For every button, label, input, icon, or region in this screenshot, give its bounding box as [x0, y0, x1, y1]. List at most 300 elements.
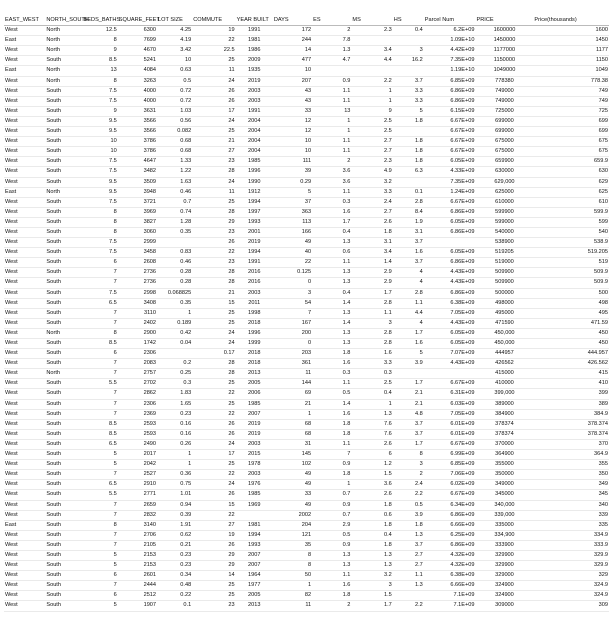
- table-cell[interactable]: 26: [192, 429, 235, 439]
- table-cell[interactable]: 324.9: [533, 591, 609, 601]
- column-header[interactable]: HS: [393, 16, 424, 26]
- table-cell[interactable]: 0.39: [157, 510, 192, 520]
- table-cell[interactable]: 509900: [476, 278, 534, 288]
- table-cell[interactable]: 1.1: [393, 298, 424, 308]
- table-cell[interactable]: 1.91: [157, 520, 192, 530]
- table-cell[interactable]: 378.374: [533, 419, 609, 429]
- table-cell[interactable]: 0.48: [157, 581, 192, 591]
- table-cell[interactable]: 1.3: [312, 328, 351, 338]
- table-cell[interactable]: 2006: [236, 389, 273, 399]
- column-header[interactable]: PRICE: [476, 16, 534, 26]
- table-cell[interactable]: 415: [533, 369, 609, 379]
- table-cell[interactable]: 0.28: [157, 278, 192, 288]
- table-cell[interactable]: 2003: [236, 86, 273, 96]
- table-cell[interactable]: 1.6: [393, 339, 424, 349]
- table-cell[interactable]: 333.9: [533, 540, 609, 550]
- table-cell[interactable]: West: [4, 339, 45, 349]
- table-cell[interactable]: 599: [533, 217, 609, 227]
- table-cell[interactable]: 2.9: [351, 278, 392, 288]
- table-cell[interactable]: South: [45, 157, 82, 167]
- table-cell[interactable]: 0.5: [393, 500, 424, 510]
- table-cell[interactable]: 7: [83, 510, 118, 520]
- table-cell[interactable]: 3458: [118, 248, 157, 258]
- table-cell[interactable]: 1964: [236, 571, 273, 581]
- table-cell[interactable]: 0.83: [157, 248, 192, 258]
- table-cell[interactable]: 2018: [236, 359, 273, 369]
- table-cell[interactable]: 22: [192, 409, 235, 419]
- table-cell[interactable]: 0.16: [157, 429, 192, 439]
- table-cell[interactable]: West: [4, 550, 45, 560]
- table-cell[interactable]: South: [45, 339, 82, 349]
- table-cell[interactable]: 17: [192, 450, 235, 460]
- table-cell[interactable]: 2105: [118, 540, 157, 550]
- table-cell[interactable]: East: [4, 187, 45, 197]
- table-cell[interactable]: West: [4, 167, 45, 177]
- table-cell[interactable]: 7.6: [351, 429, 392, 439]
- table-cell[interactable]: 9: [351, 106, 392, 116]
- table-cell[interactable]: 10: [273, 66, 312, 76]
- table-cell[interactable]: 1.5: [351, 470, 392, 480]
- table-cell[interactable]: 2306: [118, 399, 157, 409]
- table-cell[interactable]: 19: [192, 530, 235, 540]
- table-cell[interactable]: 0.28: [157, 268, 192, 278]
- table-cell[interactable]: 1.63: [157, 177, 192, 187]
- table-cell[interactable]: 0.56: [157, 116, 192, 126]
- table-cell[interactable]: 335000: [476, 520, 534, 530]
- table-cell[interactable]: 26: [192, 490, 235, 500]
- table-cell[interactable]: 6.25E+09: [424, 530, 476, 540]
- table-cell[interactable]: 519205: [476, 248, 534, 258]
- table-cell[interactable]: 0.1: [393, 187, 424, 197]
- table-cell[interactable]: 7.5: [83, 238, 118, 248]
- table-cell[interactable]: 0.23: [157, 561, 192, 571]
- table-cell[interactable]: 1.3: [312, 46, 351, 56]
- table-cell[interactable]: 8: [83, 520, 118, 530]
- table-cell[interactable]: 355000: [476, 460, 534, 470]
- table-cell[interactable]: North: [45, 26, 82, 36]
- table-cell[interactable]: 1.8: [393, 137, 424, 147]
- table-cell[interactable]: South: [45, 419, 82, 429]
- table-cell[interactable]: 0.9: [312, 500, 351, 510]
- table-cell[interactable]: 26: [192, 86, 235, 96]
- table-cell[interactable]: 3: [273, 288, 312, 298]
- column-header[interactable]: Price(thousands): [533, 16, 609, 26]
- table-cell[interactable]: 340: [533, 500, 609, 510]
- table-cell[interactable]: 2.5: [351, 379, 392, 389]
- table-cell[interactable]: 378374: [476, 429, 534, 439]
- table-cell[interactable]: 324.9: [533, 581, 609, 591]
- table-cell[interactable]: West: [4, 571, 45, 581]
- table-cell[interactable]: South: [45, 450, 82, 460]
- table-cell[interactable]: 3: [393, 460, 424, 470]
- table-cell[interactable]: 207: [273, 76, 312, 86]
- table-cell[interactable]: 1907: [118, 601, 157, 611]
- table-cell[interactable]: 14: [192, 571, 235, 581]
- table-cell[interactable]: 1981: [236, 36, 273, 46]
- table-cell[interactable]: 1.4: [312, 318, 351, 328]
- table-cell[interactable]: West: [4, 46, 45, 56]
- table-cell[interactable]: 3482: [118, 167, 157, 177]
- table-cell[interactable]: 49: [273, 480, 312, 490]
- table-cell[interactable]: 3.4: [351, 46, 392, 56]
- table-cell[interactable]: 5: [393, 349, 424, 359]
- table-cell[interactable]: 1.8: [351, 227, 392, 237]
- table-cell[interactable]: 1991: [236, 26, 273, 36]
- table-cell[interactable]: West: [4, 258, 45, 268]
- table-cell[interactable]: 3.1: [393, 227, 424, 237]
- table-cell[interactable]: 1.1: [312, 439, 351, 449]
- table-cell[interactable]: 11: [273, 369, 312, 379]
- table-cell[interactable]: 2593: [118, 419, 157, 429]
- table-cell[interactable]: 1.83: [157, 389, 192, 399]
- table-cell[interactable]: 27: [192, 147, 235, 157]
- table-cell[interactable]: 2.6: [351, 217, 392, 227]
- table-cell[interactable]: West: [4, 561, 45, 571]
- table-cell[interactable]: 2007: [236, 561, 273, 571]
- table-cell[interactable]: South: [45, 500, 82, 510]
- table-cell[interactable]: 113: [273, 217, 312, 227]
- table-cell[interactable]: 1.3: [393, 581, 424, 591]
- table-cell[interactable]: 1997: [236, 207, 273, 217]
- table-cell[interactable]: South: [45, 207, 82, 217]
- table-cell[interactable]: 0: [273, 339, 312, 349]
- table-cell[interactable]: West: [4, 207, 45, 217]
- table-cell[interactable]: 4.9: [351, 167, 392, 177]
- table-cell[interactable]: 2757: [118, 369, 157, 379]
- table-cell[interactable]: West: [4, 328, 45, 338]
- table-cell[interactable]: 4.43E+09: [424, 268, 476, 278]
- table-cell[interactable]: 0.36: [157, 470, 192, 480]
- table-cell[interactable]: 2016: [236, 278, 273, 288]
- table-cell[interactable]: 2019: [236, 238, 273, 248]
- table-cell[interactable]: 1600000: [476, 26, 534, 36]
- table-cell[interactable]: 675: [533, 137, 609, 147]
- table-cell[interactable]: 1.6: [312, 409, 351, 419]
- table-cell[interactable]: 23: [192, 258, 235, 268]
- table-cell[interactable]: 3.7: [393, 429, 424, 439]
- table-cell[interactable]: 3.3: [393, 96, 424, 106]
- table-cell[interactable]: South: [45, 581, 82, 591]
- table-cell[interactable]: 630: [533, 167, 609, 177]
- table-cell[interactable]: 0.35: [157, 227, 192, 237]
- table-cell[interactable]: 749000: [476, 86, 534, 96]
- table-cell[interactable]: 1.7: [393, 439, 424, 449]
- table-cell[interactable]: 7.5: [83, 288, 118, 298]
- table-cell[interactable]: West: [4, 359, 45, 369]
- table-cell[interactable]: 1.7: [393, 379, 424, 389]
- table-cell[interactable]: 7.35E+09: [424, 177, 476, 187]
- table-cell[interactable]: West: [4, 137, 45, 147]
- table-cell[interactable]: 1177000: [476, 46, 534, 56]
- table-cell[interactable]: East: [4, 66, 45, 76]
- table-cell[interactable]: 43: [273, 96, 312, 106]
- table-cell[interactable]: 3.9: [393, 510, 424, 520]
- table-cell[interactable]: 19: [192, 26, 235, 36]
- table-cell[interactable]: West: [4, 106, 45, 116]
- table-cell[interactable]: 6.2E+09: [424, 26, 476, 36]
- table-cell[interactable]: 25: [192, 581, 235, 591]
- table-cell[interactable]: 29: [192, 217, 235, 227]
- table-cell[interactable]: 2608: [118, 258, 157, 268]
- table-cell[interactable]: [424, 369, 476, 379]
- table-cell[interactable]: 3060: [118, 227, 157, 237]
- table-cell[interactable]: 1.4: [312, 298, 351, 308]
- table-cell[interactable]: 2.7: [351, 207, 392, 217]
- table-cell[interactable]: West: [4, 349, 45, 359]
- table-cell[interactable]: 2659: [118, 500, 157, 510]
- table-cell[interactable]: West: [4, 450, 45, 460]
- table-cell[interactable]: 659.9: [533, 157, 609, 167]
- table-cell[interactable]: 3786: [118, 137, 157, 147]
- column-header[interactable]: NORTH_SOUTH: [45, 16, 82, 26]
- table-cell[interactable]: West: [4, 429, 45, 439]
- table-cell[interactable]: 23: [192, 157, 235, 167]
- table-cell[interactable]: 8: [83, 76, 118, 86]
- table-cell[interactable]: 389000: [476, 399, 534, 409]
- table-cell[interactable]: 6.86E+09: [424, 510, 476, 520]
- table-cell[interactable]: 7: [83, 540, 118, 550]
- table-cell[interactable]: 68: [273, 429, 312, 439]
- table-cell[interactable]: 509.9: [533, 278, 609, 288]
- table-cell[interactable]: 1991: [236, 258, 273, 268]
- table-cell[interactable]: West: [4, 369, 45, 379]
- table-cell[interactable]: 699: [533, 116, 609, 126]
- table-cell[interactable]: 2998: [118, 288, 157, 298]
- column-header[interactable]: BEDS_BATHS: [83, 16, 118, 26]
- table-cell[interactable]: South: [45, 197, 82, 207]
- table-cell[interactable]: 22: [192, 248, 235, 258]
- table-cell[interactable]: 4.4: [393, 308, 424, 318]
- table-cell[interactable]: West: [4, 248, 45, 258]
- table-cell[interactable]: 498: [533, 298, 609, 308]
- table-cell[interactable]: 54: [273, 298, 312, 308]
- table-cell[interactable]: 1.28: [157, 217, 192, 227]
- table-cell[interactable]: South: [45, 227, 82, 237]
- table-cell[interactable]: 1.3: [351, 561, 392, 571]
- table-cell[interactable]: 0.63: [157, 66, 192, 76]
- table-cell[interactable]: West: [4, 26, 45, 36]
- table-cell[interactable]: 2003: [236, 439, 273, 449]
- table-cell[interactable]: 6.05E+09: [424, 328, 476, 338]
- table-cell[interactable]: 2.8: [351, 339, 392, 349]
- table-cell[interactable]: 345000: [476, 490, 534, 500]
- table-cell[interactable]: 6.67E+09: [424, 127, 476, 137]
- table-cell[interactable]: South: [45, 520, 82, 530]
- table-cell[interactable]: 610: [533, 197, 609, 207]
- table-cell[interactable]: 6.38E+09: [424, 298, 476, 308]
- table-cell[interactable]: South: [45, 470, 82, 480]
- table-cell[interactable]: 725000: [476, 106, 534, 116]
- table-cell[interactable]: 444.957: [533, 349, 609, 359]
- table-cell[interactable]: 7.06E+09: [424, 470, 476, 480]
- table-cell[interactable]: 1.8: [393, 116, 424, 126]
- table-cell[interactable]: 630000: [476, 167, 534, 177]
- table-cell[interactable]: 450: [533, 339, 609, 349]
- table-cell[interactable]: [424, 238, 476, 248]
- table-cell[interactable]: 22: [192, 389, 235, 399]
- column-header[interactable]: LOT SIZE: [157, 16, 192, 26]
- table-cell[interactable]: South: [45, 460, 82, 470]
- table-cell[interactable]: 6.5: [83, 480, 118, 490]
- table-cell[interactable]: West: [4, 419, 45, 429]
- table-cell[interactable]: 2369: [118, 409, 157, 419]
- table-cell[interactable]: 2019: [236, 429, 273, 439]
- table-cell[interactable]: 378.374: [533, 429, 609, 439]
- table-cell[interactable]: 340,000: [476, 500, 534, 510]
- table-cell[interactable]: 1: [312, 116, 351, 126]
- table-cell[interactable]: [393, 66, 424, 76]
- table-cell[interactable]: 2.8: [351, 328, 392, 338]
- table-cell[interactable]: 6.86E+09: [424, 258, 476, 268]
- table-cell[interactable]: 3631: [118, 106, 157, 116]
- table-cell[interactable]: 0.189: [157, 318, 192, 328]
- table-cell[interactable]: West: [4, 500, 45, 510]
- table-cell[interactable]: 25: [192, 379, 235, 389]
- table-cell[interactable]: 2.5: [351, 127, 392, 137]
- table-cell[interactable]: 49: [273, 500, 312, 510]
- table-cell[interactable]: 7699: [118, 36, 157, 46]
- table-cell[interactable]: 0.7: [312, 490, 351, 500]
- table-cell[interactable]: 10: [273, 137, 312, 147]
- table-cell[interactable]: 29: [192, 550, 235, 560]
- table-cell[interactable]: 6.67E+09: [424, 439, 476, 449]
- table-cell[interactable]: South: [45, 561, 82, 571]
- table-cell[interactable]: 1.3: [312, 550, 351, 560]
- table-cell[interactable]: 0.5: [312, 530, 351, 540]
- table-cell[interactable]: West: [4, 76, 45, 86]
- table-cell[interactable]: 7: [83, 399, 118, 409]
- table-cell[interactable]: 749: [533, 96, 609, 106]
- table-cell[interactable]: 4000: [118, 96, 157, 106]
- table-cell[interactable]: 610000: [476, 197, 534, 207]
- table-cell[interactable]: 28: [192, 207, 235, 217]
- table-cell[interactable]: West: [4, 238, 45, 248]
- table-cell[interactable]: 1.7: [312, 217, 351, 227]
- table-cell[interactable]: 2153: [118, 561, 157, 571]
- table-cell[interactable]: South: [45, 409, 82, 419]
- table-cell[interactable]: 2: [312, 601, 351, 611]
- table-cell[interactable]: 11: [192, 187, 235, 197]
- table-cell[interactable]: 25: [192, 460, 235, 470]
- table-cell[interactable]: 1600: [533, 26, 609, 36]
- table-cell[interactable]: 5: [273, 187, 312, 197]
- table-cell[interactable]: 471590: [476, 318, 534, 328]
- table-cell[interactable]: 699000: [476, 116, 534, 126]
- table-cell[interactable]: 2004: [236, 127, 273, 137]
- table-cell[interactable]: 5: [393, 106, 424, 116]
- table-cell[interactable]: 2005: [236, 591, 273, 601]
- table-cell[interactable]: West: [4, 480, 45, 490]
- table-cell[interactable]: 3.2: [351, 571, 392, 581]
- table-cell[interactable]: 200: [273, 328, 312, 338]
- table-cell[interactable]: 1.19E+10: [424, 66, 476, 76]
- table-cell[interactable]: 2736: [118, 278, 157, 288]
- table-cell[interactable]: South: [45, 349, 82, 359]
- table-cell[interactable]: 8.4: [393, 207, 424, 217]
- table-cell[interactable]: 2: [312, 26, 351, 36]
- table-cell[interactable]: 1.8: [312, 470, 351, 480]
- table-cell[interactable]: 450,000: [476, 339, 534, 349]
- table-cell[interactable]: 0.9: [312, 76, 351, 86]
- table-cell[interactable]: 4: [393, 268, 424, 278]
- table-cell[interactable]: West: [4, 56, 45, 66]
- table-cell[interactable]: 10: [83, 147, 118, 157]
- table-cell[interactable]: 6.05E+09: [424, 248, 476, 258]
- table-cell[interactable]: 1.1: [351, 308, 392, 318]
- table-cell[interactable]: West: [4, 540, 45, 550]
- table-cell[interactable]: 410: [533, 379, 609, 389]
- table-cell[interactable]: 0.3: [312, 197, 351, 207]
- table-cell[interactable]: 25: [192, 127, 235, 137]
- table-cell[interactable]: 21: [192, 137, 235, 147]
- table-cell[interactable]: South: [45, 217, 82, 227]
- table-cell[interactable]: 2.2: [393, 490, 424, 500]
- table-cell[interactable]: South: [45, 248, 82, 258]
- table-cell[interactable]: West: [4, 147, 45, 157]
- table-cell[interactable]: 6: [83, 258, 118, 268]
- table-cell[interactable]: 6.67E+09: [424, 137, 476, 147]
- table-cell[interactable]: South: [45, 167, 82, 177]
- table-cell[interactable]: 329900: [476, 561, 534, 571]
- table-cell[interactable]: 364900: [476, 450, 534, 460]
- table-cell[interactable]: 8: [83, 227, 118, 237]
- table-cell[interactable]: 1.1: [312, 187, 351, 197]
- table-cell[interactable]: West: [4, 439, 45, 449]
- table-cell[interactable]: South: [45, 601, 82, 611]
- table-cell[interactable]: 6.15E+09: [424, 106, 476, 116]
- table-cell[interactable]: 28: [192, 369, 235, 379]
- table-cell[interactable]: 2.4: [393, 480, 424, 490]
- table-cell[interactable]: 28: [192, 278, 235, 288]
- table-cell[interactable]: 6: [83, 591, 118, 601]
- table-cell[interactable]: 0.4: [351, 530, 392, 540]
- table-cell[interactable]: 21: [192, 288, 235, 298]
- table-cell[interactable]: 68: [273, 419, 312, 429]
- column-header[interactable]: DAYS: [273, 16, 312, 26]
- table-cell[interactable]: 324900: [476, 591, 534, 601]
- table-cell[interactable]: 0.75: [157, 480, 192, 490]
- table-cell[interactable]: 29: [192, 561, 235, 571]
- table-cell[interactable]: West: [4, 470, 45, 480]
- table-cell[interactable]: 1993: [236, 217, 273, 227]
- table-cell[interactable]: West: [4, 127, 45, 137]
- table-cell[interactable]: 324900: [476, 581, 534, 591]
- table-cell[interactable]: 1: [273, 409, 312, 419]
- table-cell[interactable]: 1: [157, 308, 192, 318]
- table-cell[interactable]: 2.9: [312, 520, 351, 530]
- table-cell[interactable]: 3969: [118, 207, 157, 217]
- table-cell[interactable]: 0.68: [157, 147, 192, 157]
- table-cell[interactable]: 21: [273, 399, 312, 409]
- table-cell[interactable]: 2.7: [351, 137, 392, 147]
- table-cell[interactable]: West: [4, 96, 45, 106]
- table-cell[interactable]: 0.21: [157, 540, 192, 550]
- table-cell[interactable]: 2.2: [393, 601, 424, 611]
- table-cell[interactable]: 15: [192, 500, 235, 510]
- table-cell[interactable]: 1.8: [393, 157, 424, 167]
- table-cell[interactable]: 49: [273, 470, 312, 480]
- table-cell[interactable]: [393, 36, 424, 46]
- table-cell[interactable]: 450: [533, 328, 609, 338]
- table-cell[interactable]: 2.7: [393, 550, 424, 560]
- table-cell[interactable]: 498000: [476, 298, 534, 308]
- table-cell[interactable]: West: [4, 116, 45, 126]
- table-cell[interactable]: West: [4, 581, 45, 591]
- table-cell[interactable]: 384900: [476, 409, 534, 419]
- table-cell[interactable]: 6300: [118, 26, 157, 36]
- table-cell[interactable]: [312, 66, 351, 76]
- table-cell[interactable]: 1.8: [312, 591, 351, 601]
